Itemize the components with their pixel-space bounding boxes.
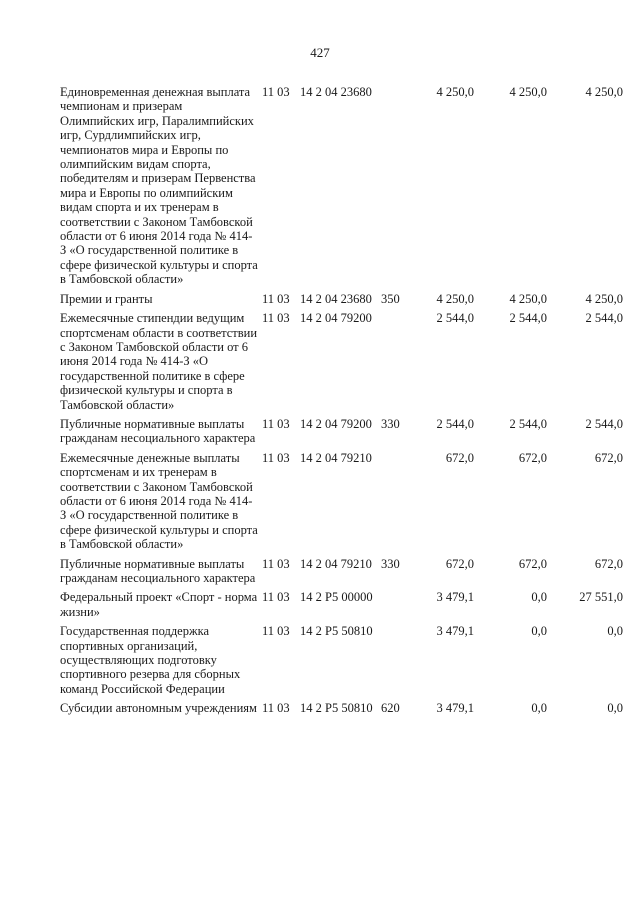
row-value-3: 2 544,0: [585, 416, 623, 431]
row-value-2: 0,0: [531, 624, 547, 639]
table-row: [0, 624, 640, 696]
table-row: [0, 417, 640, 446]
row-type: 330: [381, 416, 400, 431]
budget-table: [0, 85, 640, 721]
row-name: Федеральный проект «Спорт - норма жизни»: [60, 590, 258, 619]
row-value-1: 672,0: [445, 556, 474, 571]
row-value-3: 672,0: [594, 556, 623, 571]
row-value-3: 672,0: [594, 450, 623, 465]
table-row: [0, 701, 640, 715]
row-value-3: 0,0: [607, 624, 623, 639]
row-section: 11 03: [262, 85, 290, 99]
row-value-2: 4 250,0: [509, 85, 547, 99]
row-section: 11 03: [262, 556, 290, 571]
row-code: 14 2 P5 00000: [300, 590, 373, 605]
row-value-2: 4 250,0: [509, 291, 547, 306]
row-code: 14 2 04 79210: [300, 556, 372, 571]
row-value-2: 2 544,0: [509, 416, 547, 431]
row-value-2: 672,0: [518, 450, 547, 465]
page-number: 427: [310, 45, 330, 60]
row-value-3: 4 250,0: [585, 291, 623, 306]
row-value-1: 672,0: [445, 450, 474, 465]
row-code: 14 2 P5 50810: [300, 701, 373, 716]
row-name: Публичные нормативные выплаты гражданам несоциального характера: [60, 416, 256, 446]
row-value-1: 4 250,0: [436, 85, 474, 99]
row-name: Премии и гранты: [60, 291, 153, 306]
row-value-1: 3 479,1: [436, 590, 474, 605]
row-name: Субсидии автономным учреждениям: [60, 701, 257, 716]
row-value-3: 27 551,0: [579, 590, 623, 605]
row-section: 11 03: [262, 416, 290, 431]
row-value-1: 4 250,0: [436, 291, 474, 306]
row-value-1: 2 544,0: [436, 416, 474, 431]
table-row: [0, 85, 640, 287]
table-row: [0, 292, 640, 306]
row-section: 11 03: [262, 291, 290, 306]
row-value-1: 3 479,1: [436, 701, 474, 716]
row-value-3: 4 250,0: [585, 85, 623, 99]
row-type: 330: [381, 556, 400, 571]
row-section: 11 03: [262, 311, 290, 326]
row-value-2: 0,0: [531, 590, 547, 605]
row-section: 11 03: [262, 624, 290, 639]
row-section: 11 03: [262, 701, 290, 716]
row-name: Публичные нормативные выплаты гражданам несоциального характера: [60, 556, 256, 585]
row-section: 11 03: [262, 590, 290, 605]
row-code: 14 2 04 79210: [300, 450, 372, 465]
row-value-2: 2 544,0: [509, 311, 547, 326]
row-type: 620: [381, 701, 400, 716]
row-code: 14 2 04 23680: [300, 85, 372, 99]
row-code: 14 2 04 79200: [300, 311, 372, 326]
table-row: [0, 311, 640, 412]
row-code: 14 2 04 23680: [300, 291, 372, 306]
row-value-1: 2 544,0: [436, 311, 474, 326]
row-name: Единовременная денежная выплата чемпионам и призерам Олимпийских игр, Паралимпийских игр, Сурдлимпийских игр, чемпионатов мира и Европы по олимпийским видам спорта, победителям и призерам Первенства мира и Европы по олимпийским видам спорта и их тренерам в соответствии с Законом Тамбовской области от 6 июня 2014 года № 414-З «О государственной политике в сфере физической культуры и спорта в Тамбовской области»: [60, 85, 258, 287]
row-name: Государственная поддержка спортивных организаций, осуществляющих подготовку спортивного резерва для сборных команд Российской Федерации: [60, 624, 241, 696]
table-row: [0, 557, 640, 586]
row-code: 14 2 04 79200: [300, 416, 372, 431]
row-value-3: 0,0: [607, 701, 623, 716]
row-value-3: 2 544,0: [585, 311, 623, 326]
row-value-2: 0,0: [531, 701, 547, 716]
table-row: [0, 451, 640, 552]
row-value-1: 3 479,1: [436, 624, 474, 639]
row-type: 350: [381, 291, 400, 306]
row-name: Ежемесячные стипендии ведущим спортсменам области в соответствии с Законом Тамбовской области от 6 июня 2014 года № 414-З «О государственной политике в сфере физической культуры и спорта в Тамбовской области»: [60, 311, 258, 412]
row-value-2: 672,0: [518, 556, 547, 571]
row-code: 14 2 P5 50810: [300, 624, 373, 639]
row-section: 11 03: [262, 450, 290, 465]
row-name: Ежемесячные денежные выплаты спортсменам и их тренерам в соответствии с Законом Тамбовской области от 6 июня 2014 года № 414-З «О государственной политике в сфере физической культуры и спорта в Тамбовской области»: [60, 450, 258, 552]
table-row: [0, 590, 640, 619]
